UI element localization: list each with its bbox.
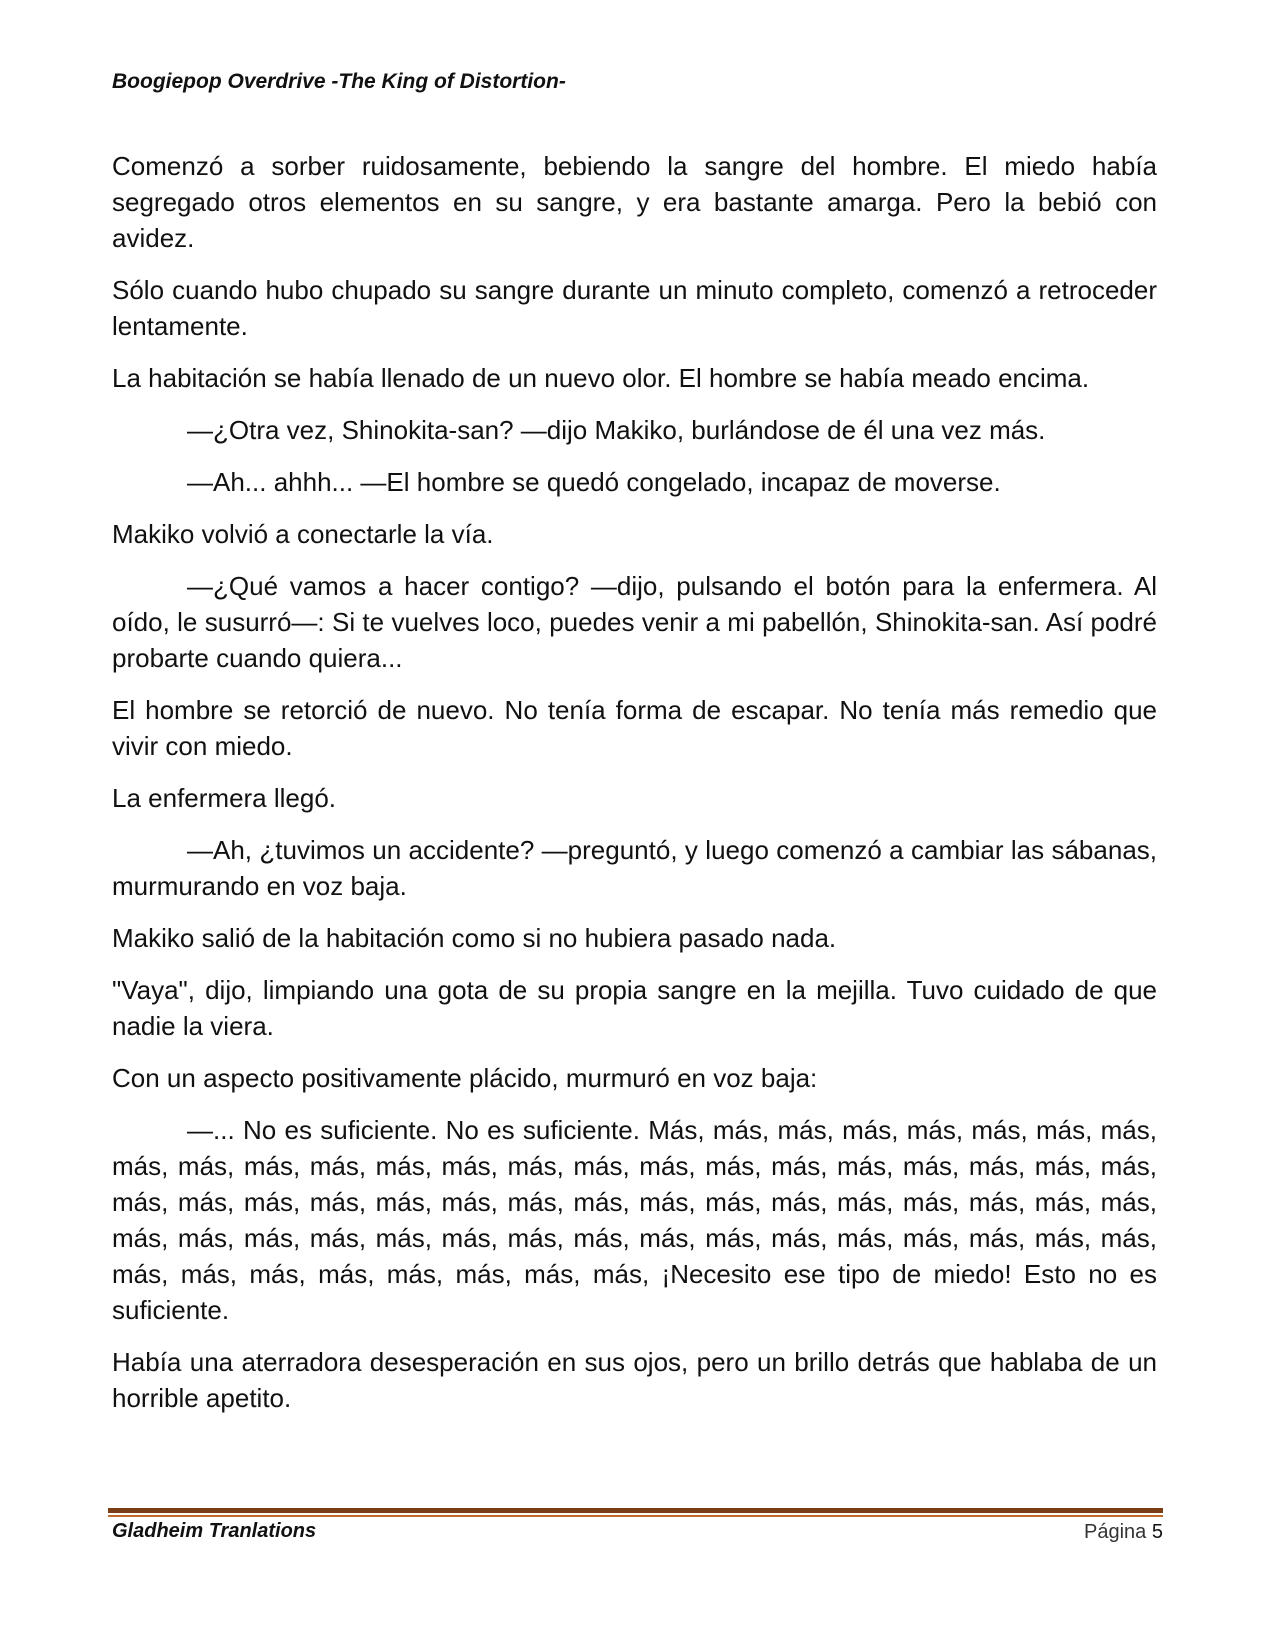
paragraph: La habitación se había llenado de un nuevo olor. El hombre se había meado encima. (112, 363, 1090, 393)
footer-divider (108, 1508, 1163, 1517)
dialogue-paragraph: —¿Qué vamos a hacer contigo? —dijo, pulsando el botón para la enfermera. Al oído, le susurró—: Si te vuelves loco, puedes venir a mi pabellón, Shinokita-san. Así podré probarte cuando quiera... (112, 571, 1157, 673)
running-header: Boogiepop Overdrive -The King of Distortion- (112, 70, 566, 93)
page-label: Página (1084, 1521, 1147, 1543)
dialogue-paragraph: —Ah, ¿tuvimos un accidente? —preguntó, y luego comenzó a cambiar las sábanas, murmurando en voz baja. (112, 835, 1157, 901)
paragraph: La enfermera llegó. (112, 783, 337, 813)
paragraph: El hombre se retorció de nuevo. No tenía forma de escapar. No tenía más remedio que vivir con miedo. (112, 695, 1157, 761)
paragraph: Makiko volvió a conectarle la vía. (112, 519, 494, 549)
paragraph: Había una aterradora desesperación en sus ojos, pero un brillo detrás que hablaba de un horrible apetito. (112, 1347, 1157, 1413)
page-body (112, 148, 1157, 1432)
dialogue-paragraph: —... No es suficiente. No es suficiente. Más, más, más, más, más, más, más, más, más, más, más, más, más, más, más, más, más, más, más, más, más, más, más, más, más, más, más, más, más, más, más, más, más, más, más, más, más, más, más, más, más, más, más, más, más, más, más, más, más, más, más, más, más, más, más, más, más, más, más, más, más, más, más, más, ¡Necesito ese tipo de miedo! Esto no es suficiente. (112, 1115, 1157, 1325)
footer-credit: Gladheim Tranlations (112, 1520, 317, 1542)
dialogue-paragraph: —Ah... ahhh... —El hombre se quedó congelado, incapaz de moverse. (187, 467, 1001, 497)
paragraph: Makiko salió de la habitación como si no hubiera pasado nada. (112, 923, 837, 953)
paragraph: Comenzó a sorber ruidosamente, bebiendo la sangre del hombre. El miedo había segregado otros elementos en su sangre, y era bastante amarga. Pero la bebió con avidez. (112, 151, 1157, 253)
paragraph: "Vaya", dijo, limpiando una gota de su propia sangre en la mejilla. Tuvo cuidado de que nadie la viera. (112, 975, 1157, 1041)
paragraph: Con un aspecto positivamente plácido, murmuró en voz baja: (112, 1063, 818, 1093)
dialogue-paragraph: —¿Otra vez, Shinokita-san? —dijo Makiko, burlándose de él una vez más. (187, 415, 1046, 445)
paragraph: Sólo cuando hubo chupado su sangre durante un minuto completo, comenzó a retroceder lentamente. (112, 275, 1157, 341)
page-number: 5 (1151, 1521, 1163, 1543)
page-number-block (1084, 1521, 1163, 1544)
